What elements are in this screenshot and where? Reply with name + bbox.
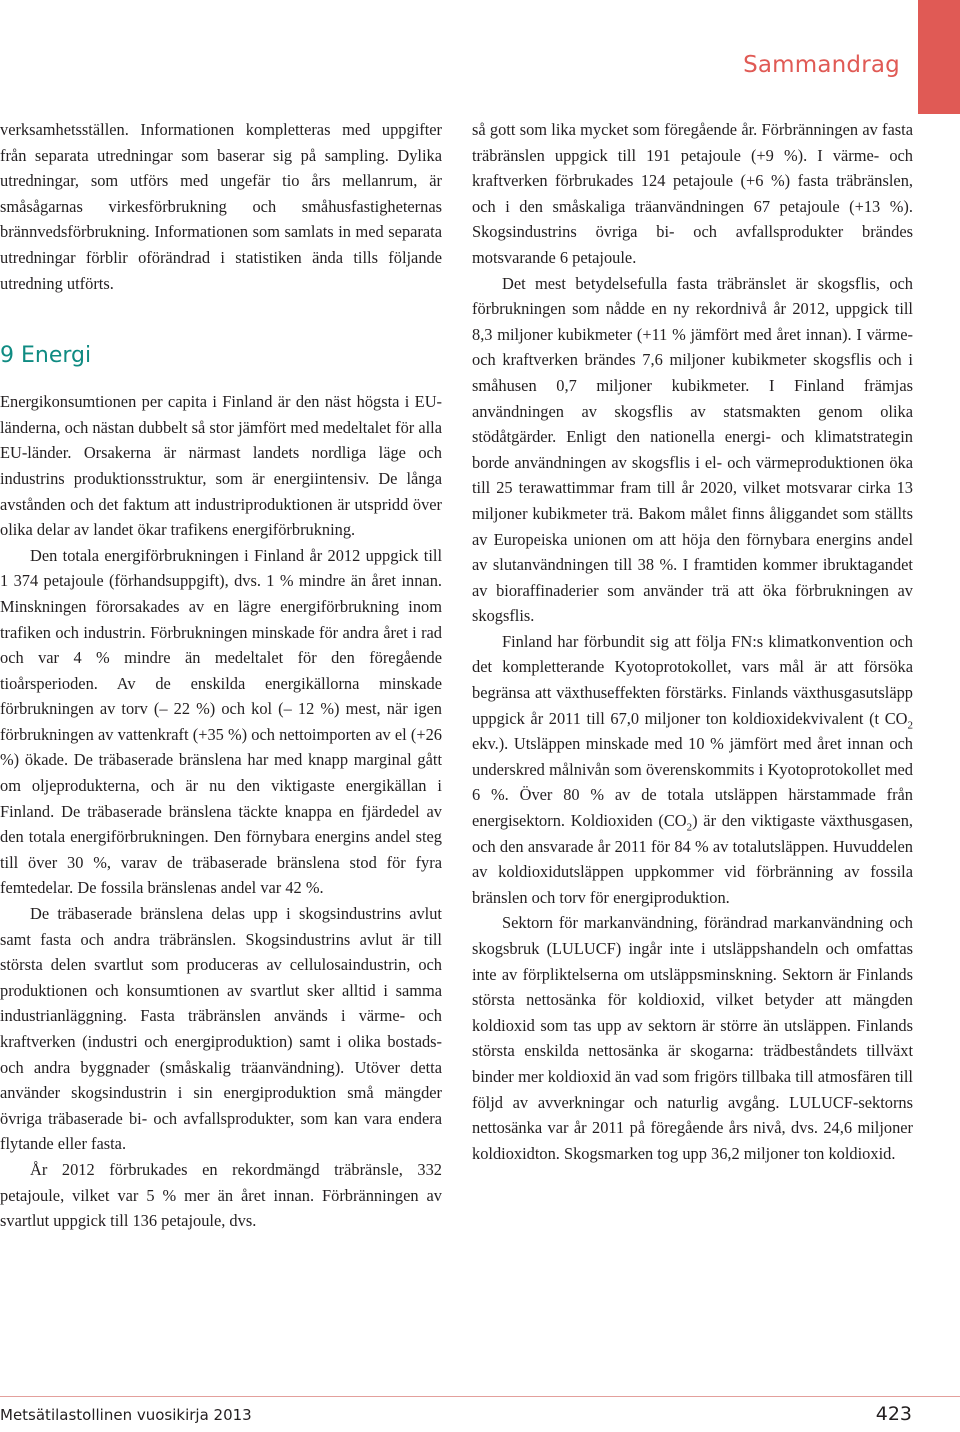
paragraph: Det mest betydelsefulla fasta träbränslet är skogsflis, och förbrukningen som nådde en ny rekordnivå år 2012, uppgick till 8,3 miljoner kubikmeter (+11 % jämfört med året innan). I värme- och kraftverken brändes 7,6 miljoner kubikmeter skogsflis och i småhusen 0,7 miljoner kubikmeter. I Finland främjas användningen av skogsflis av statsmakten genom olika stödåtgärder. Enligt den nationella energi- och klimatstrategin borde användningen av skogsflis i el- och värmeproduktionen öka till 25 terawattimmar fram till år 2020, vilket motsvarar cirka 13 miljoner kubikmeter trä. Bakom målet finns åliggandet som ställts av Europeiska unionen om att höja den förnybara energins andel av slutanvändningen till 38 %. I framtiden kommer ibruktagandet av bioraffinaderier som använder trä att öka förbrukningen av skogsflis. xyxy=(472,273,913,626)
paragraph: Energikonsumtionen per capita i Finland är den näst högsta i EU-länderna, och nästan dubbelt så stor jämfört med medeltalet för alla EU-länder. Orsakerna är närmast landets nordliga läge och industrins produktionsstruktur, som är energiintensiv. De långa avstånden och det faktum att industriproduktionen är utspridd över olika delar av landet ökar trafikens energiförbrukning. xyxy=(0,392,442,540)
right-column xyxy=(472,117,913,1166)
left-column xyxy=(0,117,442,1234)
publication-title: Metsätilastollinen vuosikirja 2013 xyxy=(0,1406,252,1424)
text-segment: ekv.). Utsläppen minskade med 10 % jämfört med året innan och underskred målnivån som överenskommits i Kyotoprotokollet med 6 %. Över 80 % av de totala utsläppen härstammade från energisektorn. Koldioxiden (CO xyxy=(472,734,913,831)
text-segment: ) är den viktigaste växthusgasen, och den ansvarade år 2011 för 84 % av totalutsläppen. Huvuddelen av koldioxidutsläppen uppkommer vid förbränning av fossila bränslen och torv för energiproduktion. xyxy=(472,811,913,907)
subscript: 2 xyxy=(686,821,693,834)
page-number: 423 xyxy=(875,1403,912,1425)
subscript: 2 xyxy=(907,718,913,731)
section-color-tab xyxy=(918,0,960,114)
footer-divider xyxy=(0,1396,960,1397)
paragraph: År 2012 förbrukades en rekordmängd träbränsle, 332 petajoule, vilket var 5 % mer än året innan. Förbränningen av svartlut uppgick till 136 petajoule, dvs. xyxy=(0,1159,442,1231)
paragraph: Den totala energiförbrukningen i Finland år 2012 uppgick till 1 374 petajoule (förhandsuppgift), dvs. 1 % mindre än året innan. Minskningen förorsakades av en lägre energiförbrukning inom trafiken och industrin. Förbrukningen minskade för andra året i rad och var 4 % mindre än medeltalet för den föregående tioårsperioden. Av de enskilda energikällorna minskade förbrukningen av torv (– 22 %) och kol (– 12 %) mest, när igen förbrukningen av vattenkraft (+35 %) och nettoimporten av el (+26 %) ökade. De träbaserade bränslena har med knapp marginal gått om oljeprodukterna, och är nu den viktigaste energikällan i Finland. De träbaserade bränslena täckte knappa en fjärdedel av den totala energiförbrukningen. Den förnybara energins andel steg till över 30 %, varav de träbaserade bränslena stod för fyra femtedelar. De fossila bränslenas andel var 42 %. xyxy=(0,545,442,898)
paragraph: De träbaserade bränslena delas upp i skogsindustrins avlut samt fasta och andra träbränslen. Skogsindustrins avlut är till största delen svartlut som produceras av cellulosaindustrin, och produktionen och konsumtionen av svartlut sker alltid i samma industrianläggning. Fasta träbränslen används i värme- och kraftverken (industri och energiproduktion) samt i olika bostads- och andra byggnader (småskalig träanvändning). Utöver detta använder skogsindustrin i sin energiproduktion små mängder övriga träbaserade bi- och avfallsprodukter, som kan vara endera flytande eller fasta. xyxy=(0,904,442,1154)
section-title: Sammandrag xyxy=(743,52,900,78)
paragraph: Sektorn för markanvändning, förändrad markanvändning och skogsbruk (LULUCF) ingår inte i utsläppshandeln och omfattas inte av förpliktelserna om utsläppsminskning. Sektorn är Finlands största nettosänka för koldioxid, vilket betyder att mängden koldioxid som tas upp av sektorn är större än utsläppen. Finlands största enskilda nettosänka är skogarna: trädbeståndets tillväxt binder mer koldioxid än vad som frigörs tillbaka till atmosfären till följd av avverkningar och naturlig avgång. LULUCF-sektorns nettosänka var år 2011 på föregående års nivå, dvs. 24,6 miljoner koldioxidton. Skogsmarken tog upp 36,2 miljoner ton koldioxid. xyxy=(472,913,913,1163)
paragraph xyxy=(472,629,913,911)
paragraph: så gott som lika mycket som föregående år. Förbränningen av fasta träbränslen uppgick till 191 petajoule (+9 %). I värme- och kraftverken förbrukades 124 petajoule (+6 %) fasta träbränslen, och i den småskaliga träanvändningen 67 petajoule (+13 %). Skogsindustrins övriga bi- och avfallsprodukter brändes motsvarande 6 petajoule. xyxy=(472,120,913,267)
text-segment: Finland har förbundit sig att följa FN:s klimatkonvention och det kompletterande Kyotoprotokollet, vars mål är att försöka begränsa att växthuseffekten förstärks. Finlands växthusgasutsläpp uppgick år 2011 till 67,0 miljoner ton koldioxidekvivalent (t CO xyxy=(472,631,913,728)
paragraph: verksamhetsställen. Informationen kompletteras med uppgifter från separata utredningar som baserar sig på sampling. Dylika utredningar, som utförs med ungefär tio års mellanrum, är småsågarnas virkesförbrukning och småhusfastigheternas brännvedsförbrukning. Informationen som samlats in med separata utredningar förblir oförändrad i statistiken ända tills följande utredning utförts. xyxy=(0,120,442,293)
chapter-heading: 9 Energi xyxy=(0,343,92,369)
